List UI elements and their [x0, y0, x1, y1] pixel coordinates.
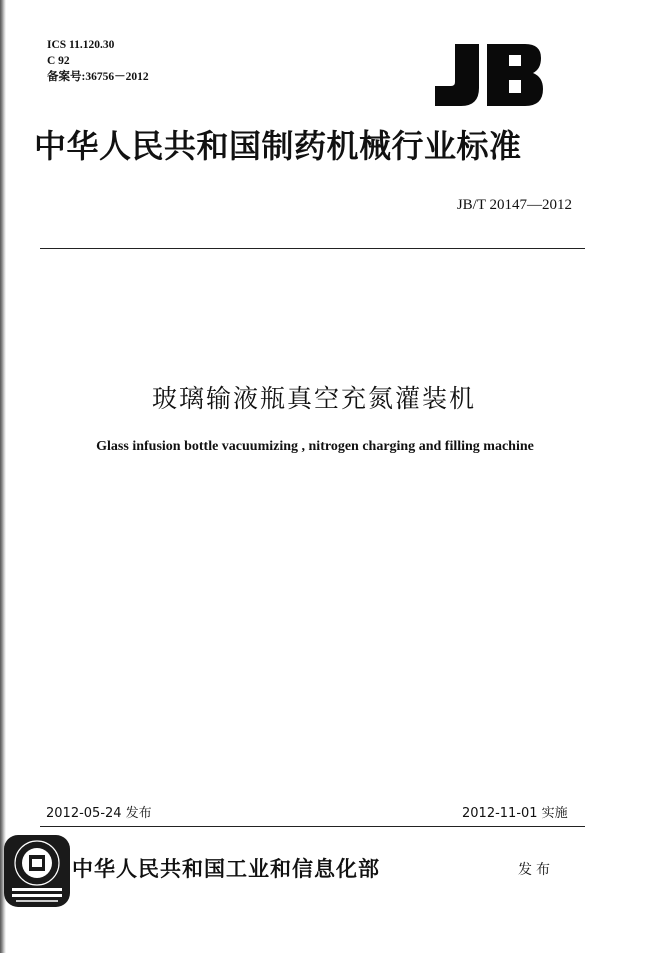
- issue-date: 2012-05-24 发布: [46, 806, 152, 821]
- ccs-code: C 92: [47, 55, 70, 67]
- title-english: Glass infusion bottle vacuumizing , nitrogen charging and filling machine: [96, 439, 534, 454]
- industry-standard-title: 中华人民共和国制药机械行业标准: [34, 127, 522, 165]
- publish-label: 发布: [518, 862, 554, 878]
- title-chinese: 玻璃输液瓶真空充氮灌装机: [151, 384, 476, 413]
- publisher-name: 中华人民共和国工业和信息化部: [72, 856, 380, 881]
- effective-date: 2012-11-01 实施: [462, 806, 568, 821]
- scan-left-edge: [0, 0, 6, 953]
- library-stamp: [2, 833, 72, 909]
- ics-code: ICS 11.120.30: [47, 39, 115, 51]
- filing-number: 备案号:36756－2012: [47, 71, 149, 83]
- header-rule: [40, 248, 585, 249]
- standard-number: JB/T 20147—2012: [456, 197, 572, 213]
- footer-rule: [40, 826, 585, 827]
- jb-logo: [433, 42, 545, 108]
